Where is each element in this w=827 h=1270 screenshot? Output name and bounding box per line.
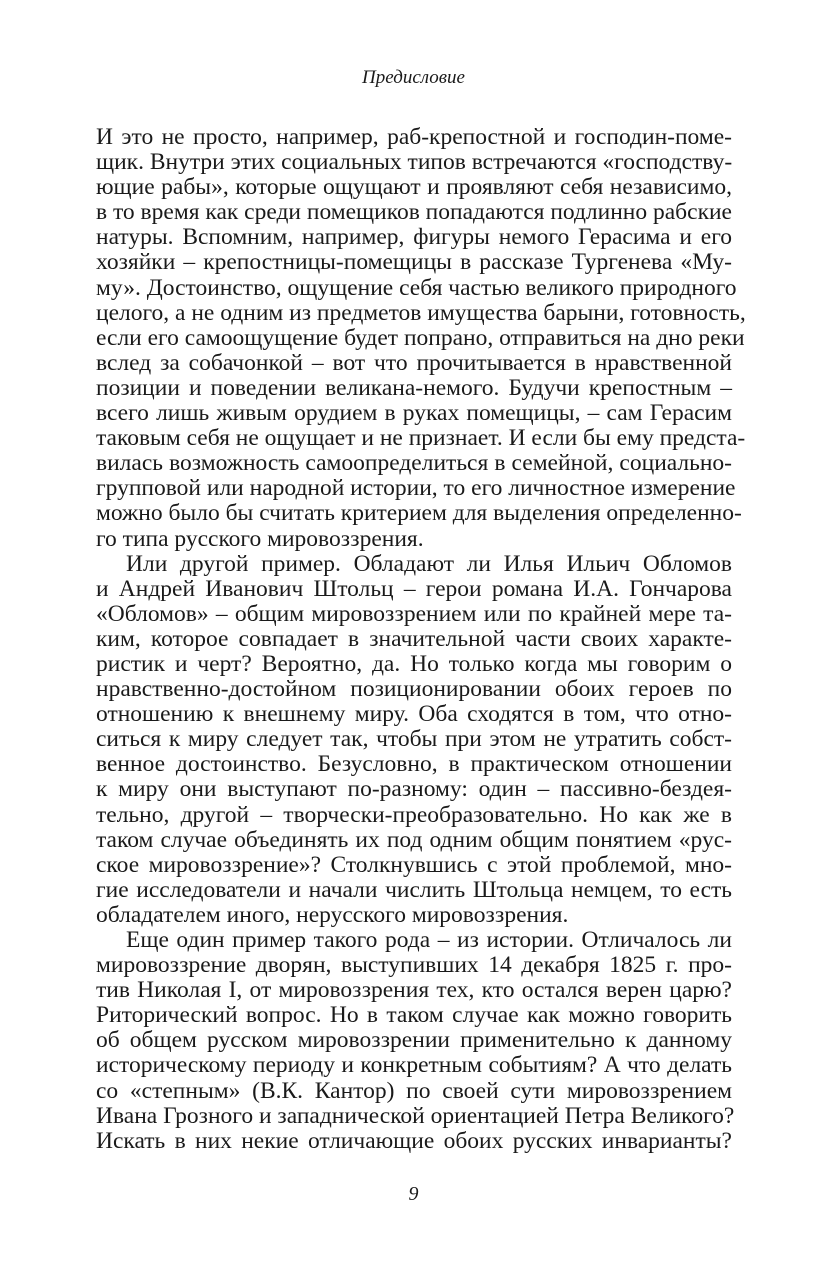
text-line: го типа русского мировоззрения. — [96, 525, 424, 552]
text-line: Еще один пример такого рода – из истории. Отличалось ли — [126, 927, 732, 953]
text-line: отношению к внешнему миру. Оба сходятся в том, что отно- — [96, 701, 732, 728]
text-line: в то время как среди помещиков попадаются подлинно рабские — [96, 199, 732, 226]
running-head: Предисловие — [362, 67, 465, 88]
paragraph — [96, 552, 732, 928]
text-line: Искать в них некие отличающие обоих русских инварианты? — [96, 1127, 732, 1154]
text-line: всего лишь живым орудием в руках помещицы, – сам Герасим — [96, 400, 732, 427]
text-line: му». Достоинство, ощущение себя частью великого природного — [96, 274, 737, 301]
text-line: Ивана Грозного и западнической ориентацией Петра Великого? — [96, 1102, 735, 1129]
text-line: со «степным» (В.К. Кантор) по своей сути мировоззрением — [96, 1077, 732, 1104]
text-line: щик. Внутри этих социальных типов встречаются «господству- — [96, 149, 733, 176]
text-line: ситься к миру следует так, чтобы при этом не утратить собст- — [96, 726, 732, 753]
text-line: таком случае объединять их под одним общим понятием «рус- — [96, 826, 732, 853]
text-line: вслед за собачонкой – вот что прочитывается в нравственной — [96, 349, 732, 376]
text-line: обладателем иного, нерусского мировоззрения. — [96, 901, 569, 928]
text-line: таковым себя не ощущает и не признает. И если бы ему предста- — [96, 425, 746, 452]
text-line: мировоззрение дворян, выступивших 14 декабря 1825 г. про- — [96, 952, 732, 979]
text-line: целого, а не одним из предметов имущества барыни, готовность, — [96, 299, 746, 326]
text-line: историческому периоду и конкретным событиям? А что делать — [96, 1052, 732, 1079]
text-line: Или другой пример. Обладают ли Илья Ильич Обломов — [126, 550, 732, 577]
text-line: и Андрей Иванович Штольц – герои романа И.А. Гончарова — [96, 575, 732, 602]
text-line: нравственно-достойном позиционировании обоих героев по — [96, 676, 732, 703]
text-line: хозяйки – крепостницы-помещицы в рассказе Тургенева «Му- — [96, 249, 732, 276]
text-line: «Обломов» – общим мировоззрением или по крайней мере та- — [96, 600, 732, 627]
paragraph — [96, 927, 735, 1154]
text-line: тив Николая I, от мировоззрения тех, кто остался верен царю? — [96, 977, 732, 1004]
text-line: об общем русском мировоззрении применительно к данному — [96, 1027, 732, 1054]
paragraph — [96, 124, 746, 552]
text-line: ким, которое совпадает в значительной части своих характе- — [96, 625, 732, 652]
text-line: позиции и поведении великана-немого. Будучи крепостным – — [96, 374, 732, 401]
text-line: тельно, другой – творчески-преобразовательно. Но как же в — [96, 801, 732, 828]
text-line: вилась возможность самоопределиться в семейной, социально- — [96, 450, 732, 477]
body-text — [96, 124, 746, 1154]
text-line: ристик и черт? Вероятно, да. Но только когда мы говорим о — [96, 650, 732, 677]
text-line: венное достоинство. Безусловно, в практическом отношении — [96, 751, 732, 778]
text-line: И это не просто, например, раб-крепостной и господин-поме- — [96, 124, 732, 150]
text-line: ское мировоззрение»? Столкнувшись с этой проблемой, мно- — [96, 851, 732, 878]
text-line: Риторический вопрос. Но в таком случае как можно говорить — [96, 1002, 732, 1029]
text-line: можно было бы считать критерием для выделения определенно- — [96, 500, 742, 527]
text-line: гие исследователи и начали числить Штольца немцем, то есть — [96, 876, 732, 903]
text-line: групповой или народной истории, то его личностное измерение — [96, 475, 736, 502]
text-line: натуры. Вспомним, например, фигуры немого Герасима и его — [96, 224, 732, 251]
text-line: ющие рабы», которые ощущают и проявляют себя независимо, — [96, 174, 732, 201]
text-line: если его самоощущение будет попрано, отправиться на дно реки — [96, 324, 745, 351]
text-line: к миру они выступают по-разному: один – пассивно-бездея- — [96, 776, 732, 803]
page-number: 9 — [408, 1183, 419, 1205]
